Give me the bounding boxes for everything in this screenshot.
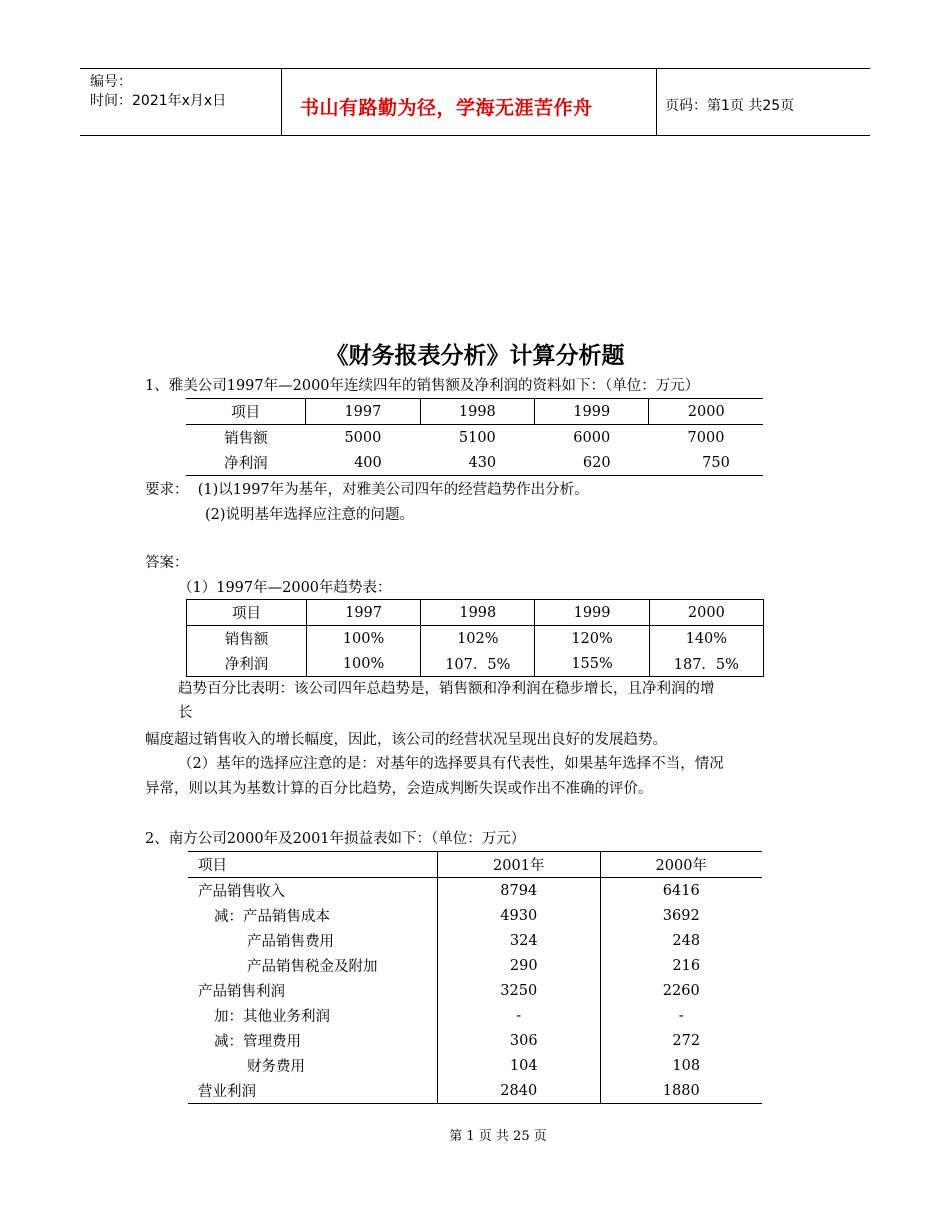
table-row bbox=[188, 1028, 762, 1053]
table-cell: 100% bbox=[306, 626, 420, 652]
table-row bbox=[188, 1078, 762, 1104]
table-cell: 产品销售费用 bbox=[247, 934, 334, 950]
table-row bbox=[188, 1003, 762, 1028]
page-footer: 第 1 页 共 25 页 bbox=[449, 1129, 547, 1144]
trend-table bbox=[186, 599, 764, 677]
trend-explanation-line-2: 长 bbox=[178, 705, 193, 721]
table-row bbox=[188, 878, 762, 904]
table-cell: 620 bbox=[582, 454, 611, 471]
table-cell: 5100 bbox=[458, 429, 496, 446]
table-cell: 102% bbox=[421, 626, 535, 652]
table-cell: 104 bbox=[438, 1053, 600, 1078]
table-cell: 3250 bbox=[438, 978, 600, 1003]
table-cell: 7000 bbox=[687, 429, 725, 446]
header-divider-left bbox=[281, 68, 282, 136]
table-cell: 营业利润 bbox=[198, 1084, 256, 1100]
table-cell: 财务费用 bbox=[247, 1059, 305, 1075]
table-cell: 产品销售收入 bbox=[198, 884, 285, 900]
table-cell: 净利润 bbox=[224, 657, 269, 673]
table-header-cell: 1999 bbox=[535, 600, 649, 626]
table-cell: - bbox=[438, 1003, 600, 1028]
table-cell: 1880 bbox=[600, 1078, 762, 1104]
table-row bbox=[186, 425, 763, 451]
table-cell: 187．5% bbox=[649, 651, 763, 677]
page-number-label: 页码：第1页 共25页 bbox=[665, 98, 795, 114]
doc-time-label: 时间：2021年x月x日 bbox=[90, 93, 227, 109]
trend-explanation-line-1: 趋势百分比表明：该公司四年总趋势是，销售额和净利润在稳步增长，且净利润的增 bbox=[178, 681, 715, 697]
q1-data-table bbox=[186, 398, 763, 476]
table-cell: 销售额 bbox=[224, 431, 268, 447]
table-header-cell: 项目 bbox=[198, 858, 227, 874]
table-header-cell: 2000年 bbox=[600, 852, 762, 878]
q1-requirement-2: (2)说明基年选择应注意的问题。 bbox=[205, 507, 415, 523]
table-cell: 306 bbox=[438, 1028, 600, 1053]
table-header-cell: 1997 bbox=[306, 600, 420, 626]
table-cell: 产品销售税金及附加 bbox=[247, 959, 378, 975]
answer-label: 答案： bbox=[145, 555, 189, 571]
table-row bbox=[186, 450, 763, 476]
table-cell: 272 bbox=[600, 1028, 762, 1053]
table-header-row bbox=[187, 600, 764, 626]
table-row bbox=[187, 626, 764, 652]
income-statement-table bbox=[188, 851, 762, 1104]
table-cell: 400 bbox=[354, 454, 382, 471]
table-cell: 216 bbox=[600, 953, 762, 978]
doc-number-label: 编号： bbox=[90, 74, 132, 90]
table-cell: 加：其他业务利润 bbox=[214, 1009, 330, 1025]
header-motto: 书山有路勤为径，学海无涯苦作舟 bbox=[300, 97, 593, 119]
table-header-cell: 1998 bbox=[420, 399, 534, 425]
table-cell: 108 bbox=[600, 1053, 762, 1078]
table-cell: 107．5% bbox=[421, 651, 535, 677]
table-row bbox=[188, 1053, 762, 1078]
table-row bbox=[188, 928, 762, 953]
table-header-cell: 1999 bbox=[535, 399, 649, 425]
table-cell: 120% bbox=[535, 626, 649, 652]
table-header-cell: 2000 bbox=[649, 600, 763, 626]
table-cell: - bbox=[600, 1003, 762, 1028]
table-cell: 8794 bbox=[438, 878, 600, 904]
table-cell: 6000 bbox=[573, 429, 611, 446]
table-header-cell: 1998 bbox=[421, 600, 535, 626]
table-cell: 290 bbox=[438, 953, 600, 978]
trend-explanation-line-3: 幅度超过销售收入的增长幅度，因此，该公司的经营状况呈现出良好的发展趋势。 bbox=[145, 732, 667, 748]
table-cell: 6416 bbox=[600, 878, 762, 904]
table-row bbox=[188, 903, 762, 928]
table-cell: 430 bbox=[468, 454, 497, 471]
header-bottom-rule bbox=[80, 135, 870, 136]
table-row bbox=[188, 978, 762, 1003]
q1-prompt: 1、雅美公司1997年—2000年连续四年的销售额及净利润的资料如下：（单位：万元） bbox=[145, 378, 700, 394]
table-header-row bbox=[186, 399, 763, 425]
table-header-cell: 2001年 bbox=[438, 852, 600, 878]
table-header-row bbox=[188, 852, 762, 878]
table-cell: 3692 bbox=[600, 903, 762, 928]
table-header-cell: 2000 bbox=[649, 399, 763, 425]
table-cell: 减：管理费用 bbox=[214, 1034, 301, 1050]
answer-2-line-1: （2）基年的选择应注意的是：对基年的选择要具有代表性，如果基年选择不当，情况 bbox=[178, 756, 724, 772]
table-header-cell: 项目 bbox=[231, 606, 261, 622]
table-header-cell: 1997 bbox=[306, 399, 420, 425]
table-row bbox=[187, 651, 764, 677]
table-cell: 750 bbox=[702, 454, 730, 471]
document-title: 《财务报表分析》计算分析题 bbox=[325, 343, 625, 369]
table-cell: 324 bbox=[438, 928, 600, 953]
table-cell: 100% bbox=[306, 651, 420, 677]
table-cell: 155% bbox=[535, 651, 649, 677]
q2-prompt: 2、南方公司2000年及2001年损益表如下：（单位：万元） bbox=[145, 831, 526, 847]
table-cell: 减：产品销售成本 bbox=[214, 909, 330, 925]
header-top-rule bbox=[80, 68, 870, 69]
table-cell: 2840 bbox=[438, 1078, 600, 1104]
table-cell: 产品销售利润 bbox=[198, 984, 285, 1000]
table-cell: 248 bbox=[600, 928, 762, 953]
table-row bbox=[188, 953, 762, 978]
table-cell: 销售额 bbox=[224, 632, 269, 648]
answer-2-line-2: 异常，则以其为基数计算的百分比趋势，会造成判断失误或作出不准确的评价。 bbox=[145, 781, 653, 797]
answer-1-label: （1）1997年—2000年趋势表： bbox=[178, 580, 392, 596]
table-cell: 5000 bbox=[344, 429, 382, 446]
header-divider-right bbox=[656, 68, 657, 136]
q1-requirement-1: 要求： (1)以1997年为基年，对雅美公司四年的经营趋势作出分析。 bbox=[145, 482, 589, 498]
table-cell: 140% bbox=[649, 626, 763, 652]
table-cell: 2260 bbox=[600, 978, 762, 1003]
table-header-cell: 项目 bbox=[231, 405, 261, 421]
table-cell: 净利润 bbox=[224, 456, 268, 472]
table-cell: 4930 bbox=[438, 903, 600, 928]
